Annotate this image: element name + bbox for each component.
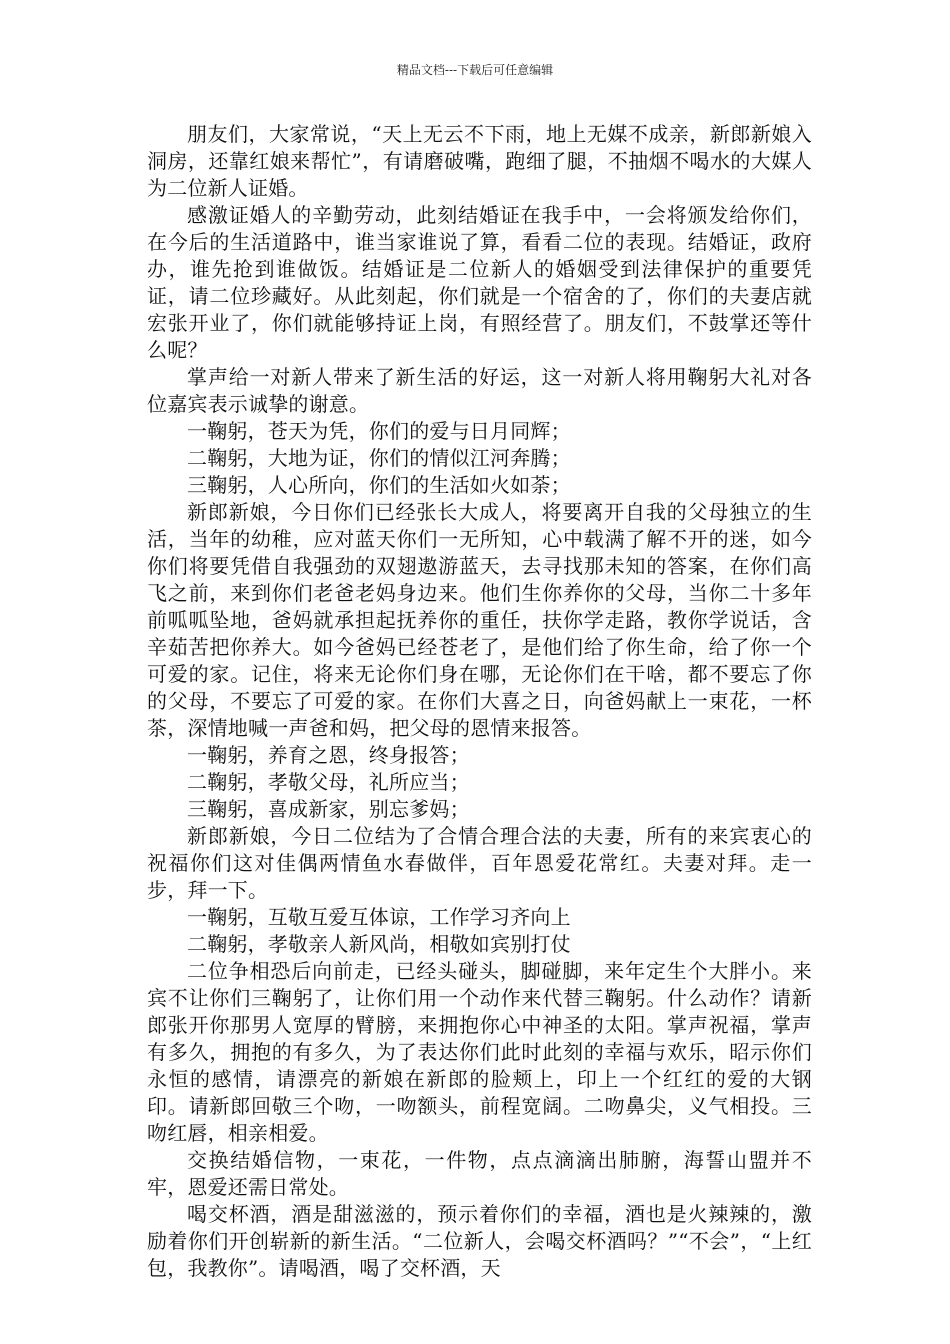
paragraph: 二位争相恐后向前走，已经头碰头，脚碰脚，来年定生个大胖小。来宾不让你们三鞠躬了，让你们用一个动作来代替三鞠躬。什么动作？请新郎张开你那男人宽厚的臂膀，来拥抱你心中神圣的太阳。掌声祝福，掌声有多久，拥抱的有多久，为了表达你们此时此刻的幸福与欢乐，昭示你们永恒的感情，请漂亮的新娘在新郎的脸颊上，印上一个红红的爱的大钢印。请新郎回敬三个吻，一吻额头，前程宽阔。二吻鼻尖，义气相投。三吻红唇，相亲相爱。 <box>147 959 812 1145</box>
paragraph: 三鞠躬，喜成新家，别忘爹妈； <box>187 797 470 821</box>
paragraph: 一鞠躬，互敬互爱互体谅，工作学习齐向上 <box>187 905 571 929</box>
paragraph: 新郎新娘，今日你们已经张长大成人，将要离开自我的父母独立的生活，当年的幼稚，应对蓝天你们一无所知，心中载满了解不开的迷，如今你们将要凭借自我强劲的双翅遨游蓝天，去寻找那未知的答案，在你们高飞之前，来到你们老爸老妈身边来。他们生你养你的父母，当你二十多年前呱呱坠地，爸妈就承担起抚养你的重任，扶你学走路，教你学说话，含辛茹苦把你养大。如今爸妈已经苍老了，是他们给了你生命，给了你一个可爱的家。记住，将来无论你们身在哪，无论你们在干啥，都不要忘了你的父母，不要忘了可爱的家。在你们大喜之日，向爸妈献上一束花，一杯茶，深情地喊一声爸和妈，把父母的恩情来报答。 <box>147 500 812 740</box>
paragraph: 新郎新娘，今日二位结为了合情合理合法的夫妻，所有的来宾衷心的祝福你们这对佳偶两情鱼水春做伴，百年恩爱花常红。夫妻对拜。走一步，拜一下。 <box>147 824 812 902</box>
paragraph: 感激证婚人的辛勤劳动，此刻结婚证在我手中，一会将颁发给你们，在今后的生活道路中，谁当家谁说了算，看看二位的表现。结婚证，政府办，谁先抢到谁做饭。结婚证是二位新人的婚姻受到法律保护的重要凭证，请二位珍藏好。从此刻起，你们就是一个宿舍的了，你们的夫妻店就宏张开业了，你们就能够持证上岗，有照经营了。朋友们，不鼓掌还等什么呢？ <box>147 203 812 362</box>
paragraph: 二鞠躬，孝敬亲人新风尚，相敬如宾别打仗 <box>187 932 571 956</box>
paragraph: 一鞠躬，养育之恩，终身报答； <box>187 743 470 767</box>
paragraph: 朋友们，大家常说，“天上无云不下雨，地上无媒不成亲，新郎新娘入洞房，还靠红娘来帮忙”，有请磨破嘴，跑细了腿，不抽烟不喝水的大媒人为二位新人证婚。 <box>147 122 812 200</box>
paragraph: 交换结婚信物，一束花，一件物，点点滴滴出肺腑，海誓山盟并不牢，恩爱还需日常处。 <box>147 1148 812 1199</box>
paragraph: 掌声给一对新人带来了新生活的好运，这一对新人将用鞠躬大礼对各位嘉宾表示诚挚的谢意。 <box>147 365 812 416</box>
paragraph: 喝交杯酒，酒是甜滋滋的，预示着你们的幸福，酒也是火辣辣的，激励着你们开创崭新的新生活。“二位新人，会喝交杯酒吗？”“不会”，“上红包，我教你”。请喝酒，喝了交杯酒，天 <box>147 1202 812 1280</box>
paragraph: 二鞠躬，孝敬父母，礼所应当； <box>187 770 470 794</box>
paragraph: 一鞠躬，苍天为凭，你们的爱与日月同辉； <box>187 419 571 443</box>
page-header: 精品文档---下载后可任意编辑 <box>396 63 554 77</box>
document-body <box>147 121 812 1282</box>
paragraph: 三鞠躬，人心所向，你们的生活如火如荼； <box>187 473 571 497</box>
paragraph: 二鞠躬，大地为证，你们的情似江河奔腾； <box>187 446 571 470</box>
